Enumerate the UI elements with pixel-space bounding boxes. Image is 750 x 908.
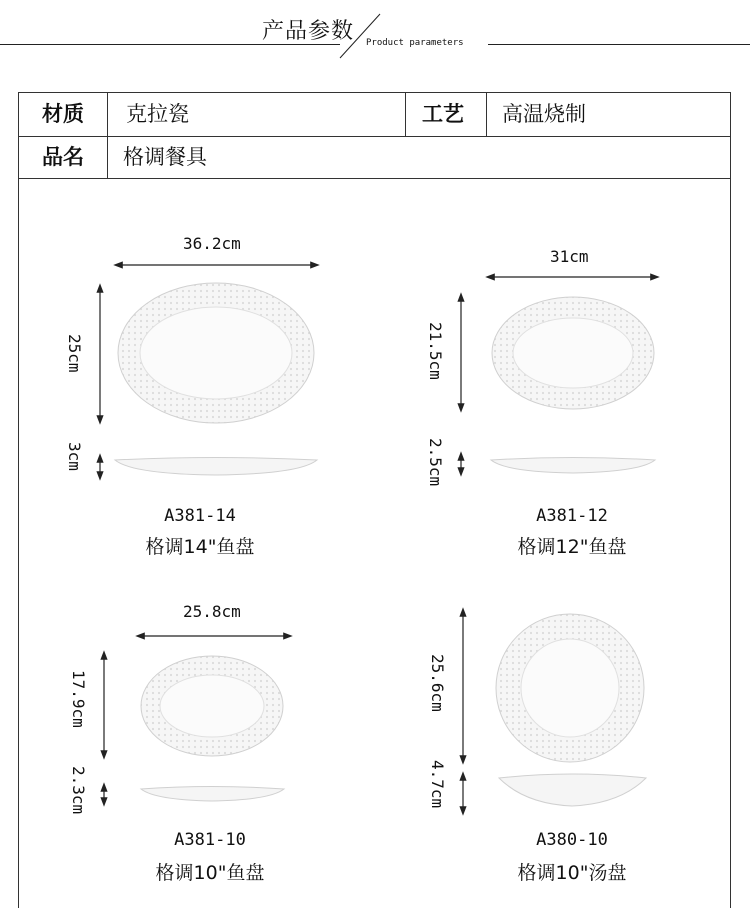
product-3-width: 25.8cm [183,602,241,621]
name-value: 格调餐具 [123,145,207,169]
product-1-height: 3cm [65,442,84,471]
product-1-code: A381-14 [164,506,236,526]
product-3-name: 格调10"鱼盘 [155,862,265,884]
product-4-length: 25.6cm [428,654,447,712]
spec-table [18,92,731,908]
process-value: 高温烧制 [502,102,586,126]
col-divider [107,93,108,178]
page-subtitle: Product parameters [366,38,464,48]
product-2-name: 格调12"鱼盘 [517,536,627,558]
product-3-code: A381-10 [174,830,246,850]
header-slash [340,14,380,58]
row-divider [19,178,730,179]
product-4-code: A380-10 [536,830,608,850]
page-title: 产品参数 [262,19,355,44]
product-4-name: 格调10"汤盘 [517,862,627,884]
product-1-name: 格调14"鱼盘 [145,536,255,558]
name-label: 品名 [42,145,84,169]
process-label: 工艺 [422,102,464,126]
product-3-length: 17.9cm [69,670,88,728]
product-2-code: A381-12 [536,506,608,526]
material-value: 克拉瓷 [126,102,189,126]
product-1-length: 25cm [65,334,84,373]
product-2-width: 31cm [550,247,589,266]
product-2-height: 2.5cm [426,438,445,487]
product-4-height: 4.7cm [428,760,447,809]
product-3-height: 2.3cm [69,766,88,815]
product-1-width: 36.2cm [183,234,241,253]
material-label: 材质 [42,102,84,126]
product-2-length: 21.5cm [426,322,445,380]
col-divider [486,93,487,136]
col-divider [405,93,406,136]
